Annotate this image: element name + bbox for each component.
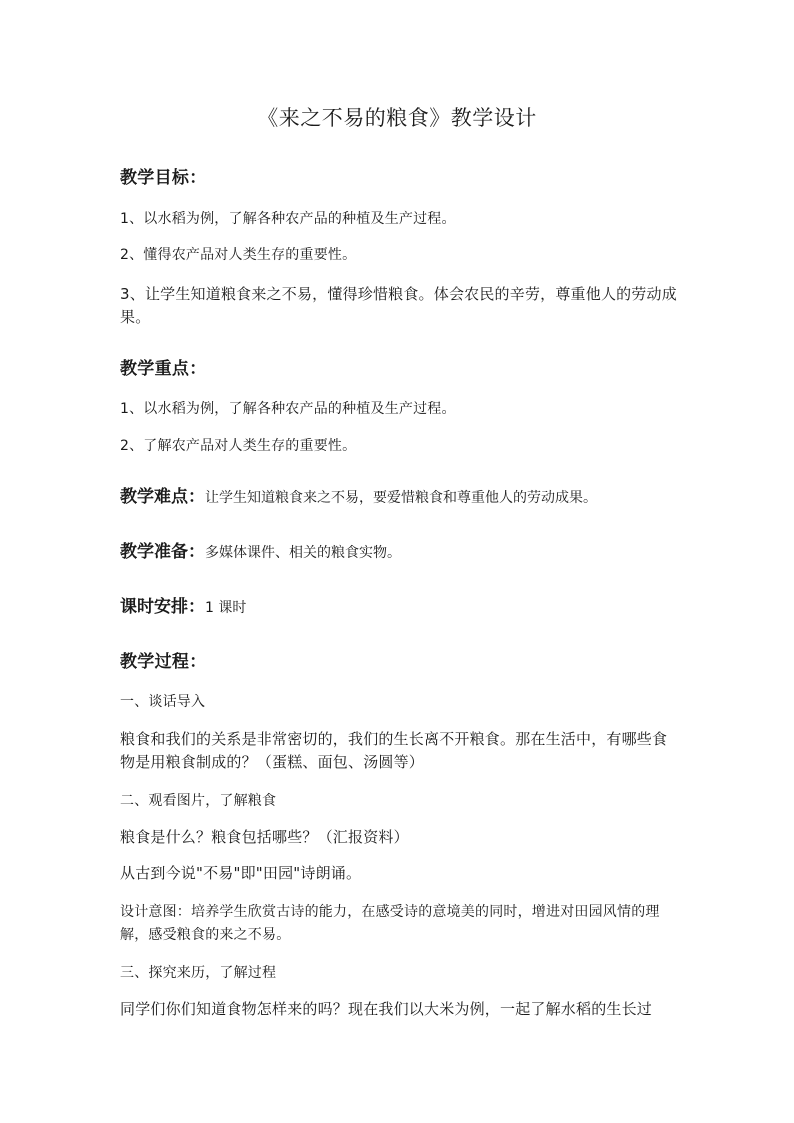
- preparation-label: 教学准备：: [120, 542, 205, 562]
- preparation-text: 多媒体课件、相关的粮食实物。: [205, 545, 401, 561]
- key-points-heading: 教学重点：: [120, 359, 207, 379]
- process-paragraph-4: 同学们你们知道食物怎样来的吗？现在我们以大米为例，一起了解水稻的生长过: [120, 1000, 653, 1018]
- document-title: 《来之不易的粮食》教学设计: [257, 106, 537, 130]
- preparation-row: [120, 537, 680, 562]
- schedule-label: 课时安排：: [120, 597, 205, 617]
- key-point-item-2: 2、了解农产品对人类生存的重要性。: [120, 438, 357, 454]
- objectives-heading: 教学目标：: [120, 168, 207, 188]
- objective-item-2: 2、懂得农产品对人类生存的重要性。: [120, 247, 357, 263]
- schedule-text: 1 课时: [205, 600, 247, 616]
- process-paragraph-3: 从古到今说"不易"即"田园"诗朗诵。: [120, 864, 362, 882]
- process-section-3-title: 三、探究来历，了解过程: [120, 965, 277, 981]
- key-point-item-1: 1、以水稻为例，了解各种农产品的种植及生产过程。: [120, 401, 456, 417]
- process-paragraph-2: 粮食是什么？粮食包括哪些？（汇报资料）: [120, 828, 409, 846]
- process-section-1-title: 一、谈话导入: [120, 694, 206, 710]
- objective-item-1: 1、以水稻为例，了解各种农产品的种植及生产过程。: [120, 211, 456, 227]
- difficulty-label: 教学难点：: [120, 487, 205, 507]
- process-design-intent: 设计意图：培养学生欣赏古诗的能力，在感受诗的意境美的同时，增进对田园风情的理解，感受粮食的来之不易。: [120, 904, 660, 943]
- schedule-row: [120, 592, 680, 617]
- difficulty-text: 让学生知道粮食来之不易，要爱惜粮食和尊重他人的劳动成果。: [205, 490, 597, 506]
- objective-item-3: 3、让学生知道粮食来之不易，懂得珍惜粮食。体会农民的辛劳，尊重他人的劳动成果。: [120, 285, 677, 326]
- difficulty-row: [120, 482, 680, 507]
- process-paragraph-1: 粮食和我们的关系是非常密切的，我们的生长离不开粮食。那在生活中，有哪些食物是用粮食制成的？（蛋糕、面包、汤圆等）: [120, 730, 668, 771]
- process-heading: 教学过程：: [120, 652, 207, 672]
- process-section-2-title: 二、观看图片，了解粮食: [120, 793, 277, 809]
